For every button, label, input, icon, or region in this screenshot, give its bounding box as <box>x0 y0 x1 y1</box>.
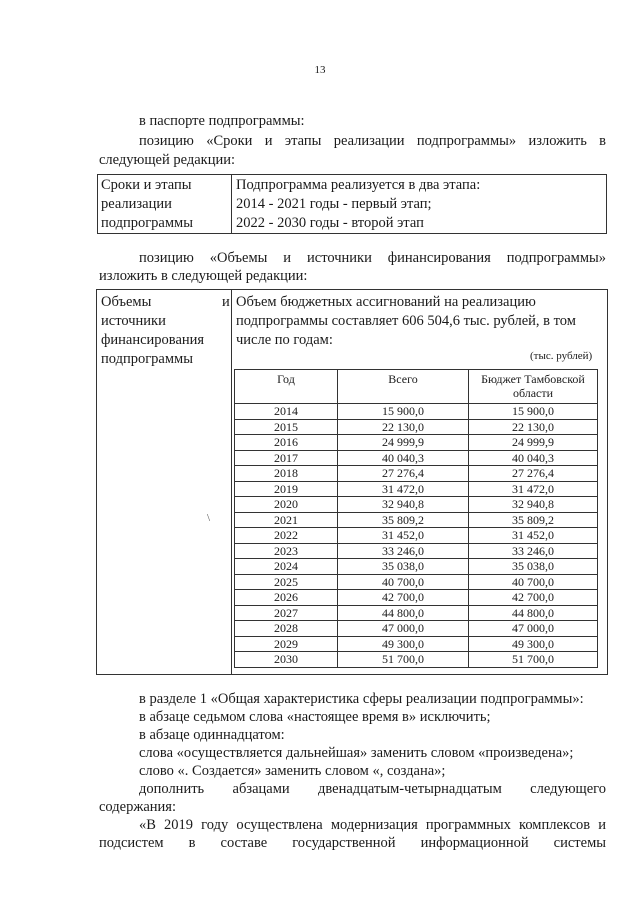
terms-label-3: подпрограммы <box>101 215 193 231</box>
budget-cell-year: 2029 <box>235 636 338 652</box>
tail-line-5: слово «. Создается» заменить словом «, создана»; <box>139 763 446 779</box>
budget-row <box>235 497 598 513</box>
tail-line-1: в разделе 1 «Общая характеристика сферы реализации подпрограммы»: <box>139 691 584 707</box>
budget-row <box>235 481 598 497</box>
budget-row <box>235 636 598 652</box>
funding-label-3: финансирования <box>101 332 205 348</box>
budget-cell-regional: 31 472,0 <box>469 481 598 497</box>
funding-label-4: подпрограммы <box>101 351 193 367</box>
budget-row <box>235 404 598 420</box>
budget-cell-year: 2015 <box>235 419 338 435</box>
terms-table-divider <box>231 174 232 233</box>
budget-row <box>235 528 598 544</box>
budget-cell-year: 2027 <box>235 605 338 621</box>
terms-value-3: 2022 - 2030 годы - второй этап <box>236 215 424 231</box>
budget-cell-total: 35 038,0 <box>338 559 469 575</box>
terms-label-1: Сроки и этапы <box>101 177 192 193</box>
budget-cell-total: 31 472,0 <box>338 481 469 497</box>
budget-cell-total: 22 130,0 <box>338 419 469 435</box>
intro-line-2a: позицию «Сроки и этапы реализации подпрограммы» изложить в <box>139 133 606 149</box>
tail-line-9: подсистем в составе государственной информационной системы <box>99 835 606 851</box>
terms-label-2: реализации <box>101 196 172 212</box>
budget-cell-regional: 27 276,4 <box>469 466 598 482</box>
budget-cell-total: 15 900,0 <box>338 404 469 420</box>
budget-header-year: Год <box>235 370 338 404</box>
page-number: 13 <box>314 64 326 76</box>
budget-cell-total: 24 999,9 <box>338 435 469 451</box>
budget-cell-total: 35 809,2 <box>338 512 469 528</box>
funding-table-divider <box>231 289 232 674</box>
budget-table <box>234 369 598 668</box>
budget-row <box>235 466 598 482</box>
budget-cell-total: 31 452,0 <box>338 528 469 544</box>
budget-row <box>235 621 598 637</box>
para2-line-1: позицию «Объемы и источники финансирования подпрограммы» <box>139 250 606 266</box>
budget-row <box>235 652 598 668</box>
budget-cell-year: 2020 <box>235 497 338 513</box>
budget-cell-total: 49 300,0 <box>338 636 469 652</box>
terms-value-2: 2014 - 2021 годы - первый этап; <box>236 196 432 212</box>
budget-cell-regional: 15 900,0 <box>469 404 598 420</box>
budget-row <box>235 450 598 466</box>
budget-cell-regional: 31 452,0 <box>469 528 598 544</box>
budget-cell-year: 2017 <box>235 450 338 466</box>
intro-line-1: в паспорте подпрограммы: <box>139 113 305 129</box>
budget-row <box>235 605 598 621</box>
budget-cell-year: 2030 <box>235 652 338 668</box>
budget-row <box>235 435 598 451</box>
budget-cell-regional: 42 700,0 <box>469 590 598 606</box>
budget-cell-year: 2014 <box>235 404 338 420</box>
budget-cell-regional: 33 246,0 <box>469 543 598 559</box>
terms-value-1: Подпрограмма реализуется в два этапа: <box>236 177 481 193</box>
intro-line-2b: следующей редакции: <box>99 152 236 168</box>
funding-label-and: и <box>222 294 230 310</box>
budget-cell-year: 2025 <box>235 574 338 590</box>
funding-text-2: подпрограммы составляет 606 504,6 тыс. рублей, в том <box>236 313 576 329</box>
tail-line-2: в абзаце седьмом слова «настоящее время в» исключить; <box>139 709 491 725</box>
budget-cell-total: 44 800,0 <box>338 605 469 621</box>
budget-header-row <box>235 370 598 404</box>
budget-row <box>235 512 598 528</box>
funding-text-3: числе по годам: <box>236 332 333 348</box>
tail-line-6: дополнить абзацами двенадцатым-четырнадцатым следующего <box>139 781 606 797</box>
budget-cell-total: 40 700,0 <box>338 574 469 590</box>
budget-cell-regional: 47 000,0 <box>469 621 598 637</box>
tail-line-4: слова «осуществляется дальнейшая» заменить словом «произведена»; <box>139 745 574 761</box>
budget-cell-total: 32 940,8 <box>338 497 469 513</box>
budget-cell-year: 2026 <box>235 590 338 606</box>
budget-cell-regional: 24 999,9 <box>469 435 598 451</box>
stray-mark: \ <box>207 512 211 524</box>
budget-row <box>235 543 598 559</box>
budget-cell-regional: 40 040,3 <box>469 450 598 466</box>
tail-line-7: содержания: <box>99 799 177 815</box>
budget-row <box>235 574 598 590</box>
budget-row <box>235 590 598 606</box>
budget-cell-total: 40 040,3 <box>338 450 469 466</box>
budget-cell-year: 2019 <box>235 481 338 497</box>
budget-cell-year: 2016 <box>235 435 338 451</box>
budget-cell-total: 33 246,0 <box>338 543 469 559</box>
tail-line-3: в абзаце одиннадцатом: <box>139 727 285 743</box>
budget-cell-total: 47 000,0 <box>338 621 469 637</box>
budget-header-regional: Бюджет Тамбовской области <box>469 370 598 404</box>
tail-line-8: «В 2019 году осуществлена модернизация программных комплексов и <box>139 817 606 833</box>
budget-cell-year: 2028 <box>235 621 338 637</box>
budget-row <box>235 419 598 435</box>
budget-cell-regional: 32 940,8 <box>469 497 598 513</box>
budget-cell-year: 2023 <box>235 543 338 559</box>
funding-text-1: Объем бюджетных ассигнований на реализацию <box>236 294 536 310</box>
budget-cell-regional: 35 809,2 <box>469 512 598 528</box>
budget-cell-year: 2021 <box>235 512 338 528</box>
budget-cell-total: 42 700,0 <box>338 590 469 606</box>
budget-cell-regional: 44 800,0 <box>469 605 598 621</box>
para2-line-2: изложить в следующей редакции: <box>99 268 308 284</box>
funding-label-1: Объемы <box>101 294 152 310</box>
budget-cell-regional: 22 130,0 <box>469 419 598 435</box>
budget-header-total: Всего <box>338 370 469 404</box>
budget-row <box>235 559 598 575</box>
budget-cell-total: 27 276,4 <box>338 466 469 482</box>
budget-cell-regional: 51 700,0 <box>469 652 598 668</box>
funding-label-2: источники <box>101 313 166 329</box>
budget-cell-year: 2018 <box>235 466 338 482</box>
budget-cell-total: 51 700,0 <box>338 652 469 668</box>
budget-cell-regional: 49 300,0 <box>469 636 598 652</box>
budget-cell-regional: 35 038,0 <box>469 559 598 575</box>
funding-unit: (тыс. рублей) <box>530 350 593 362</box>
budget-cell-year: 2024 <box>235 559 338 575</box>
budget-cell-year: 2022 <box>235 528 338 544</box>
budget-cell-regional: 40 700,0 <box>469 574 598 590</box>
